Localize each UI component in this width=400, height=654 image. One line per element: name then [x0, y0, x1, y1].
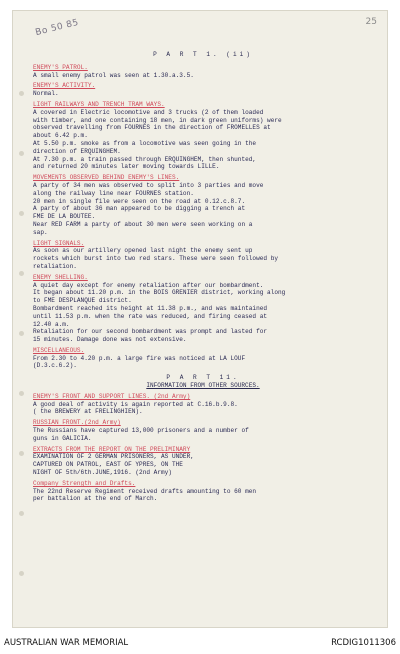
section-heading: ENEMY'S PATROL. — [33, 63, 88, 71]
section-line: Near RED FARM a party of about 30 men were seen working on a — [33, 220, 253, 228]
part-two-sections — [33, 393, 373, 503]
section-line: per battalion at the end of March. — [33, 495, 158, 503]
section-line: EXAMINATION OF 2 GERMAN PRISONERS, AS UNDER, — [33, 453, 194, 461]
section-heading: ENEMY SHELLING. — [33, 273, 88, 281]
section-line: with timber, and one containing 18 men, in dark green uniforms) were — [33, 116, 282, 124]
section-heading: MOVEMENTS OBSERVED BEHIND ENEMY'S LINES. — [33, 174, 180, 182]
section-line: Normal. — [33, 90, 59, 98]
section-heading: ENEMY'S FRONT AND SUPPORT LINES. (2nd Army) — [33, 392, 191, 400]
section-line: A small enemy patrol was seen at 1.30.a.3.5. — [33, 71, 194, 79]
section-line: Bombardment reached its height at 11.38 p.m., and was maintained — [33, 304, 268, 312]
section-line: 12.40 a.m. — [33, 320, 70, 328]
section-line: FME DE LA BOUTEE. — [33, 213, 96, 221]
section-line: A party of about 36 man appeared to be digging a trench at — [33, 205, 246, 213]
section-heading: LIGHT RAILWAYS AND TRENCH TRAM WAYS. — [33, 100, 165, 108]
section-line: (D.3.c.6.2). — [33, 362, 77, 370]
section-heading: MISCELLANEOUS. — [33, 346, 85, 354]
section-heading: RUSSIAN FRONT.(2nd Army) — [33, 419, 121, 427]
footer-source: AUSTRALIAN WAR MEMORIAL — [4, 638, 129, 648]
section-line: sap. — [33, 228, 48, 236]
section-line: The 22nd Reserve Regiment received drafts amounting to 60 men — [33, 487, 257, 495]
footer-id: RCDIG1011306 — [331, 638, 396, 648]
page-number: 25 — [365, 17, 377, 27]
part-two-subtitle: INFORMATION FROM OTHER SOURCES. — [146, 382, 260, 390]
section-line: ( the BREWERY at FRELINGHIEN). — [33, 408, 143, 416]
section-line: rockets which burst into two red stars. These were seen followed by — [33, 255, 279, 263]
section-line: observed travelling from FOURNES in the direction of FROMELLES at — [33, 124, 271, 132]
archive-stamp: Bo 50 85 — [34, 17, 80, 39]
section-line: direction of ERQUINGHEM. — [33, 147, 121, 155]
punch-holes — [19, 91, 25, 591]
part-one-sections — [33, 64, 373, 370]
section-line: to FME DESPLANQUE district. — [33, 297, 132, 305]
section-line: retaliation. — [33, 262, 77, 270]
section-line: It began about 11.20 p.m. in the BOIS GRENIER district, working along — [33, 289, 286, 297]
report-body — [33, 51, 373, 503]
part-two-title: P A R T 11. — [166, 374, 240, 382]
section-line: A quiet day except for enemy retaliation after our bombardment. — [33, 281, 264, 289]
section-line: 15 minutes. Damage done was not extensive. — [33, 336, 187, 344]
section-line: From 2.30 to 4.20 p.m. a large fire was noticed at LA LOUF — [33, 354, 246, 362]
section-heading: Company Strength and Drafts. — [33, 479, 136, 487]
section-line: At 7.30 p.m. a train passed through ERQUINGHEM, then shunted, — [33, 155, 257, 163]
section-line: until 11.53 p.m. when the rate was reduced, and firing ceased at — [33, 312, 268, 320]
section-line: along the railway line near FOURNES station. — [33, 189, 194, 197]
section-line: NIGHT OF 5th/6th.JUNE,1916. (2nd Army) — [33, 469, 172, 477]
section-line: Retaliation for our second bombardment was prompt and lasted for — [33, 328, 268, 336]
section-line: and returned 20 minutes later moving towards LILLE. — [33, 163, 220, 171]
section-line: As soon as our artillery opened last night the enemy sent up — [33, 247, 253, 255]
section-line: A party of 34 men was observed to split into 3 parties and move — [33, 181, 264, 189]
section-line: CAPTURED ON PATROL, EAST OF YPRES, ON THE — [33, 461, 183, 469]
section-line: A good deal of activity is again reported at C.16.b.9.8. — [33, 400, 238, 408]
section-heading: ENEMY'S ACTIVITY. — [33, 82, 96, 90]
section-line: about 6.42 p.m. — [33, 132, 88, 140]
section-line: The Russians have captured 13,000 prisoners and a number of — [33, 427, 249, 435]
section-line: A covered in Electric locomotive and 3 trucks (2 of them loaded — [33, 108, 264, 116]
section-line: 20 men in single file were seen on the road at 0.12.c.8.7. — [33, 197, 246, 205]
section-heading: EXTRACTS FROM THE REPORT ON THE PRELIMINARY — [33, 445, 191, 453]
document-page — [12, 10, 388, 628]
part-one-title: P A R T 1. (ii) — [153, 51, 253, 58]
section-line: guns in GALICIA. — [33, 434, 92, 442]
section-line: At 5.50 p.m. smoke as from a locomotive was seen going in the — [33, 139, 257, 147]
section-heading: LIGHT SIGNALS. — [33, 239, 85, 247]
footer — [0, 636, 400, 654]
